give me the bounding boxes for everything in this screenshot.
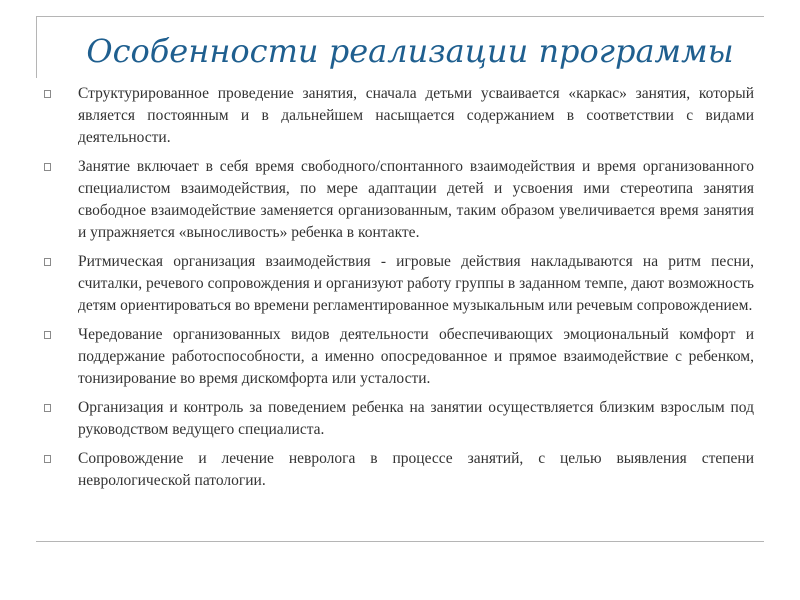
list-item-text: Организация и контроль за поведением ребенка на занятии осуществляется близким взрослым под руководством ведущего специалиста. bbox=[78, 399, 754, 438]
list-item bbox=[44, 448, 754, 492]
list-item bbox=[44, 83, 754, 149]
slide-title: Особенности реализации программы bbox=[86, 32, 734, 70]
frame-left-line bbox=[36, 16, 37, 78]
list-item-text: Чередование организованных видов деятельности обеспечивающих эмоциональный комфорт и поддержание работоспособности, а именно опосредованное и прямое взаимодействие с ребенком, тонизирование во время дискомфорта или усталости. bbox=[78, 326, 754, 387]
square-bullet-icon bbox=[44, 455, 51, 463]
list-item-text: Ритмическая организация взаимодействия - игровые действия накладываются на ритм песни, считалки, речевого сопровождения и организуют работу группы в заданном темпе, дают возможность детям ориентироваться во времени регламентированное музыкальным или речевым сопровождением. bbox=[78, 253, 754, 314]
frame-top-line bbox=[36, 16, 764, 17]
square-bullet-icon bbox=[44, 163, 51, 171]
bullet-list bbox=[44, 83, 754, 499]
list-item-text: Сопровождение и лечение невролога в процессе занятий, с целью выявления степени неврологической патологии. bbox=[78, 450, 754, 489]
square-bullet-icon bbox=[44, 404, 51, 412]
list-item-text: Структурированное проведение занятия, сначала детьми усваивается «каркас» занятия, который является постоянным и в дальнейшем насыщается содержанием в соответствии с видами деятельности. bbox=[78, 85, 754, 146]
list-item bbox=[44, 397, 754, 441]
square-bullet-icon bbox=[44, 258, 51, 266]
list-item bbox=[44, 251, 754, 317]
list-item bbox=[44, 324, 754, 390]
frame-bottom-line bbox=[36, 541, 764, 542]
square-bullet-icon bbox=[44, 90, 51, 98]
square-bullet-icon bbox=[44, 331, 51, 339]
list-item-text: Занятие включает в себя время свободного/спонтанного взаимодействия и время организованного специалистом взаимодействия, по мере адаптации детей и усвоения ими стереотипа занятия свободное взаимодействие заменяется организованным, таким образом увеличивается время занятия и упражняется «выносливость» ребенка в контакте. bbox=[78, 158, 754, 241]
list-item bbox=[44, 156, 754, 244]
